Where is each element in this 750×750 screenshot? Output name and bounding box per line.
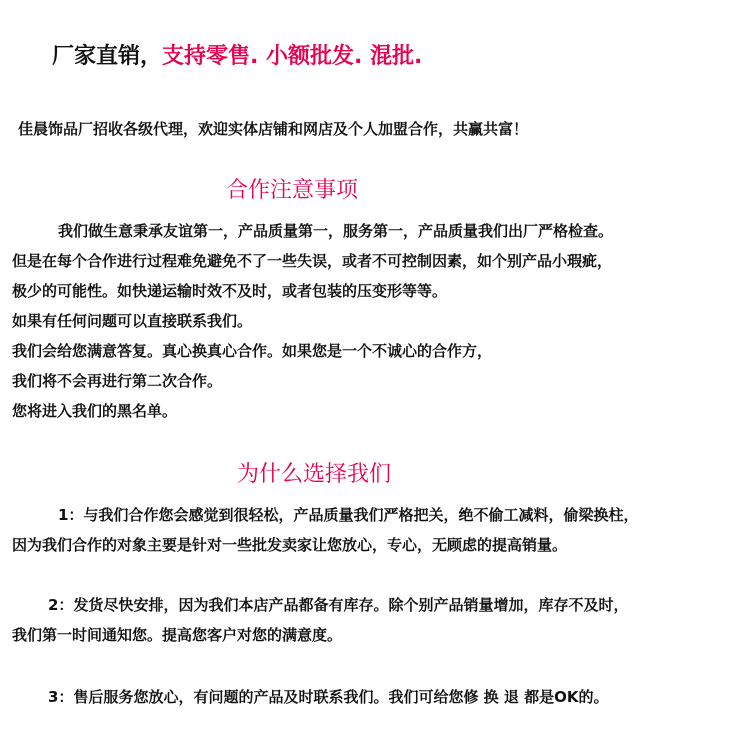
notice-line: 我们将不会再进行第二次合作。 (12, 372, 223, 390)
why-point-1-line: 1：与我们合作您会感觉到很轻松，产品质量我们严格把关，绝不偷工减料，偷梁换柱， (58, 506, 639, 524)
headline-factory-direct: 厂家直销， (52, 44, 163, 69)
notice-line: 我们做生意秉承友谊第一，产品质量第一，服务第一，产品质量我们出厂严格检查。 (58, 222, 614, 240)
notice-title: 合作注意事项 (226, 178, 359, 203)
notice-line: 如果有任何问题可以直接联系我们。 (12, 312, 253, 330)
intro-text: 佳晨饰品厂招收各级代理，欢迎实体店铺和网店及个人加盟合作，共赢共富！ (18, 120, 529, 138)
why-point-1-line: 因为我们合作的对象主要是针对一些批发卖家让您放心，专心，无顾虑的提高销量。 (12, 536, 568, 554)
why-point-3-line: 3：售后服务您放心，有问题的产品及时联系我们。我们可给您修 换 退 都是OK的。 (48, 688, 609, 706)
why-point-2-line: 我们第一时间通知您。提高您客户对您的满意度。 (12, 626, 343, 644)
why-title: 为什么选择我们 (237, 462, 392, 487)
notice-line: 极少的可能性。如快递运输时效不及时，或者包装的压变形等等。 (12, 282, 448, 300)
headline (52, 46, 422, 68)
notice-line: 您将进入我们的黑名单。 (12, 402, 178, 420)
notice-line: 我们会给您满意答复。真心换真心合作。如果您是一个不诚心的合作方， (12, 342, 493, 360)
notice-line: 但是在每个合作进行过程难免避免不了一些失误，或者不可控制因素，如个别产品小瑕疵， (12, 252, 613, 270)
headline-offer: 支持零售. 小额批发. 混批. (162, 44, 423, 69)
why-point-2-line: 2：发货尽快安排，因为我们本店产品都备有库存。除个别产品销量增加，库存不及时， (48, 596, 629, 614)
